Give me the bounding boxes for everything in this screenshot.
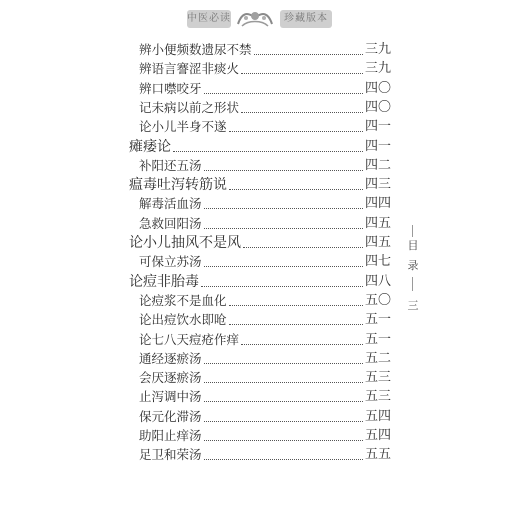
toc-entry [139,426,391,446]
toc-dot-leader [201,286,363,287]
toc-entry [139,117,391,137]
toc-entry-page: 四二 [364,157,391,173]
toc-entry [129,175,391,195]
toc-entry-title: 瘟毒吐泻转筋说 [129,177,227,194]
toc-entry-page: 四五 [364,215,391,231]
toc-entry-title: 止泻调中汤 [139,389,202,405]
toc-entry-title: 助阳止痒汤 [139,428,202,443]
toc-entry-title: 补阳还五汤 [139,157,202,173]
toc-entry [139,387,391,407]
toc-dot-leader [204,363,363,364]
toc-dot-leader [204,266,363,267]
toc-entry [139,310,391,330]
toc-entry-title: 论痘非胎毒 [129,273,199,290]
toc-entry [129,233,391,253]
toc-dot-leader [204,208,363,209]
toc-dot-leader [229,189,363,190]
toc-entry-title: 论小儿抽风不是风 [129,235,241,251]
toc-entry-page: 四一 [364,119,391,135]
toc-entry [139,194,391,214]
toc-entry-page: 五一 [364,331,391,347]
toc-entry-page: 四一 [364,138,391,154]
toc-entry [139,368,391,388]
toc-entry-title: 瘫痿论 [129,138,171,155]
toc-entry [129,137,391,157]
page-header [0,6,520,34]
toc-dot-leader [241,112,363,113]
toc-entry-page: 四八 [364,273,391,289]
toc-entry-page: 五二 [364,350,391,366]
toc-entry-title: 保元化滞汤 [139,408,202,424]
header-left-tag: 中医必读 [187,10,231,28]
toc-dot-leader [229,305,363,306]
toc-entry-page: 四七 [364,254,391,270]
toc-dot-leader [229,131,363,132]
toc-entry [129,272,391,292]
toc-dot-leader [173,151,363,152]
toc-entry-page: 四三 [364,177,391,193]
toc-entry-page: 五一 [364,312,391,328]
toc-entry [139,330,391,350]
toc-entry-title: 通经逐瘀汤 [139,350,202,366]
toc-entry-title: 辨小便频数遗尿不禁 [139,42,252,57]
side-divider-top [412,225,413,237]
toc-entry-title: 辨口噤咬牙 [139,80,202,96]
toc-entry [139,252,391,272]
toc-entry-title: 急救回阳汤 [139,215,202,231]
toc-entry-title: 论出痘饮水即呛 [139,312,227,328]
toc-entry [139,156,391,176]
toc-entry-title: 论小儿半身不遂 [139,119,227,135]
toc-dot-leader [204,228,363,229]
side-char-mu: 目 [407,239,419,252]
toc-dot-leader [204,440,363,441]
toc-entry-title: 论七八天痘疮作痒 [139,331,240,347]
toc-dot-leader [204,421,363,422]
toc-dot-leader [204,93,363,94]
toc-dot-leader [204,459,363,460]
toc-entry-title: 足卫和荣汤 [139,447,202,463]
ornament-logo-icon [234,6,276,32]
toc-entry [139,349,391,369]
toc-dot-leader [241,344,363,345]
toc-dot-leader [241,73,363,74]
toc-entry-page: 五四 [364,428,391,443]
toc-entry [139,407,391,427]
side-margin-label [402,225,424,315]
toc-entry-title: 解毒活血汤 [139,196,202,212]
toc-entry-page: 三九 [364,61,391,77]
toc-entry [139,79,391,99]
toc-entry [139,59,391,79]
toc-dot-leader [254,54,363,55]
toc-entry-page: 五五 [364,447,391,463]
toc-entry-page: 五〇 [364,292,391,308]
toc-entry-page: 四〇 [364,80,391,96]
toc-entry-page: 四四 [364,196,391,212]
toc-entry [139,40,391,60]
toc-entry [139,445,391,465]
toc-entry-title: 会厌逐瘀汤 [139,370,202,386]
toc-entry-title: 可保立苏汤 [139,254,202,270]
toc-entry-page: 五三 [364,389,391,405]
toc-dot-leader [204,382,363,383]
toc-entry-page: 五三 [364,370,391,386]
toc-entry-title: 论痘浆不是血化 [139,292,227,308]
header-right-tag: 珍藏版本 [280,10,332,28]
toc-entry [139,214,391,234]
toc-entry-title: 记未病以前之形状 [139,99,240,115]
toc-entry [139,291,391,311]
toc-entry-page: 三九 [364,42,391,57]
toc-entry-title: 辨语言謇涩非痰火 [139,61,240,77]
toc-dot-leader [229,324,363,325]
side-page-number: 三 [407,299,419,312]
toc-entry-page: 四〇 [364,99,391,115]
toc-entry [139,98,391,118]
side-char-lu: 录 [407,259,419,272]
toc-dot-leader [204,401,363,402]
toc-dot-leader [204,170,363,171]
toc-entry-page: 四五 [364,235,391,250]
toc-entry-page: 五四 [364,408,391,424]
side-divider-bottom [412,277,413,291]
toc-dot-leader [243,247,363,248]
